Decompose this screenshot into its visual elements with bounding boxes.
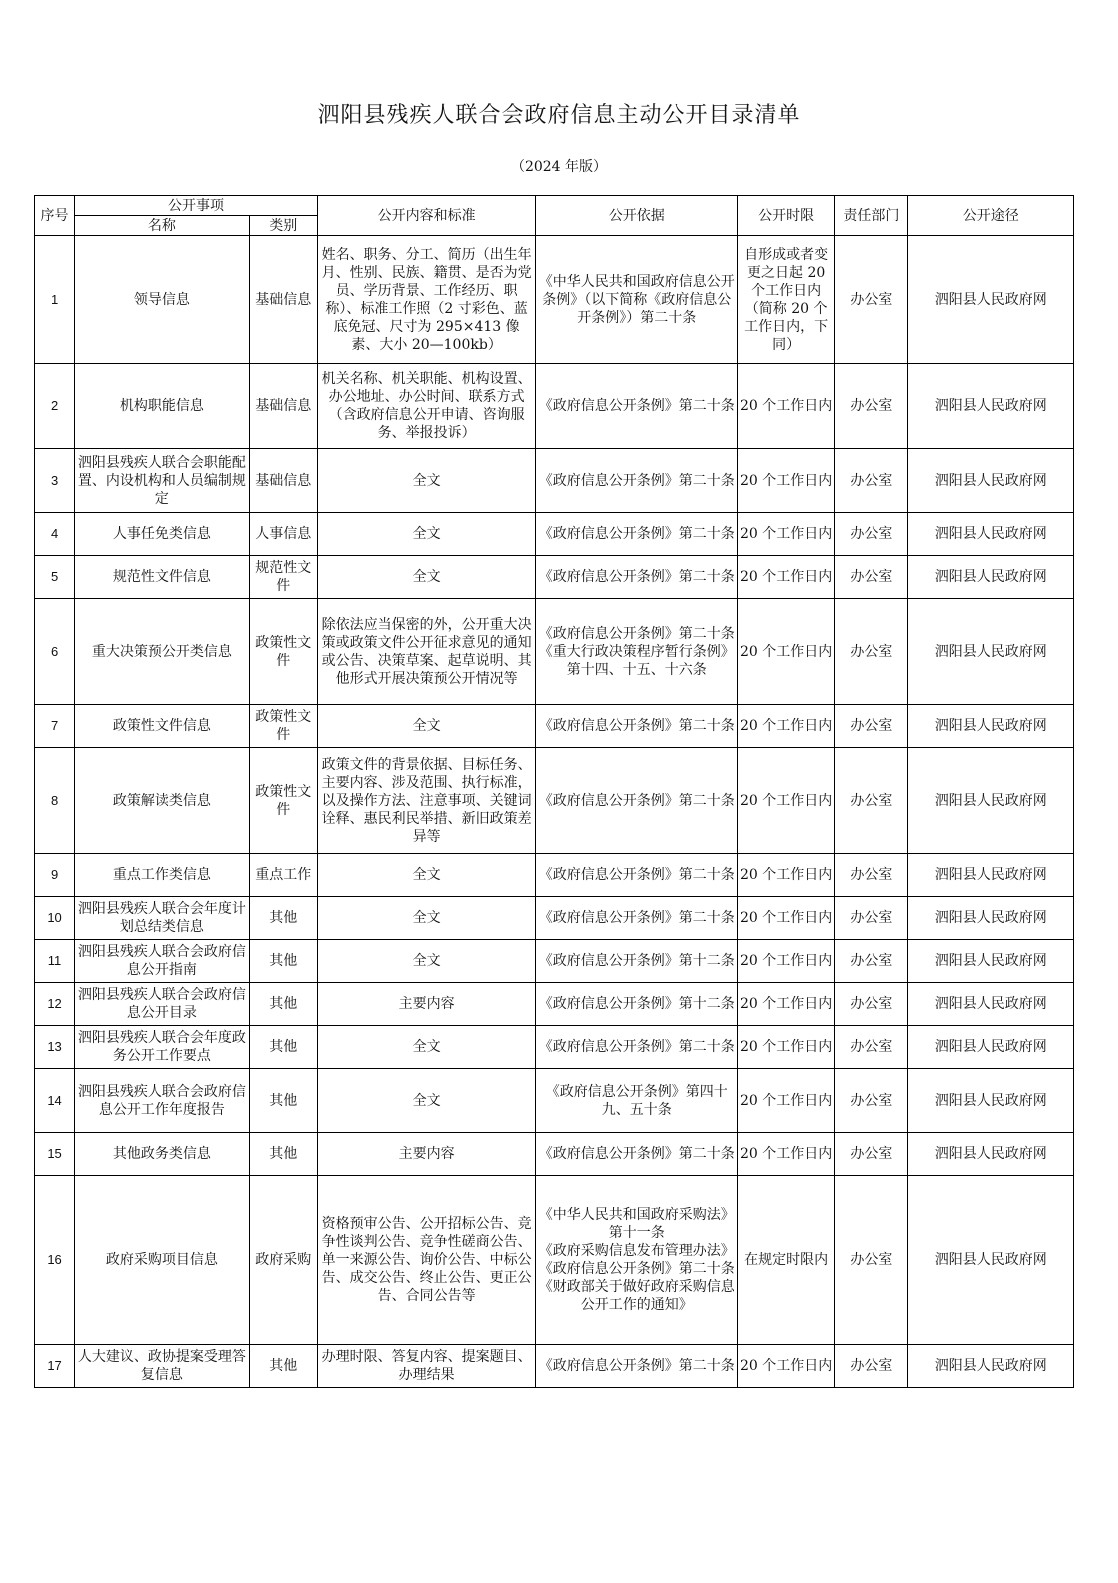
cell-category: 政策性文件 [249, 599, 317, 705]
cell-name: 泗阳县残疾人联合会政府信息公开目录 [75, 983, 250, 1026]
cell-no: 15 [35, 1133, 75, 1176]
cell-basis: 《政府信息公开条例》第二十条 [536, 556, 738, 599]
cell-name: 政策解读类信息 [75, 748, 250, 854]
cell-basis: 《政府信息公开条例》第二十条 [536, 705, 738, 748]
cell-basis: 《中华人民共和国政府采购法》第十一条 《政府采购信息发布管理办法》 《政府信息公开条例》第二十条 《财政部关于做好政府采购信息公开工作的通知》 [536, 1176, 738, 1345]
header-time: 公开时限 [738, 196, 835, 236]
cell-no: 13 [35, 1026, 75, 1069]
cell-dept: 办公室 [835, 940, 908, 983]
table-row [35, 449, 1074, 513]
cell-dept: 办公室 [835, 449, 908, 513]
cell-content: 全文 [317, 556, 536, 599]
table-row [35, 1176, 1074, 1345]
cell-category: 基础信息 [249, 236, 317, 364]
cell-dept: 办公室 [835, 854, 908, 897]
cell-name: 泗阳县残疾人联合会政府信息公开指南 [75, 940, 250, 983]
cell-basis: 《政府信息公开条例》第二十条 [536, 1345, 738, 1388]
cell-name: 人事任免类信息 [75, 513, 250, 556]
cell-channel: 泗阳县人民政府网 [908, 449, 1074, 513]
cell-basis: 《政府信息公开条例》第二十条 [536, 1026, 738, 1069]
cell-channel: 泗阳县人民政府网 [908, 1133, 1074, 1176]
page-title: 泗阳县残疾人联合会政府信息主动公开目录清单 [317, 103, 801, 128]
cell-channel: 泗阳县人民政府网 [908, 599, 1074, 705]
table-row [35, 854, 1074, 897]
cell-dept: 办公室 [835, 1176, 908, 1345]
cell-content: 全文 [317, 449, 536, 513]
cell-category: 其他 [249, 983, 317, 1026]
cell-no: 3 [35, 449, 75, 513]
cell-content: 主要内容 [317, 983, 536, 1026]
header-dept: 责任部门 [835, 196, 908, 236]
cell-no: 8 [35, 748, 75, 854]
cell-content: 全文 [317, 940, 536, 983]
cell-time: 20 个工作日内 [738, 854, 835, 897]
cell-category: 政府采购 [249, 1176, 317, 1345]
table-row [35, 236, 1074, 364]
cell-content: 全文 [317, 1026, 536, 1069]
cell-basis: 《政府信息公开条例》第二十条 [536, 897, 738, 940]
cell-no: 7 [35, 705, 75, 748]
cell-time: 20 个工作日内 [738, 599, 835, 705]
cell-dept: 办公室 [835, 705, 908, 748]
cell-name: 机构职能信息 [75, 364, 250, 449]
cell-no: 10 [35, 897, 75, 940]
table-row [35, 1069, 1074, 1133]
cell-category: 人事信息 [249, 513, 317, 556]
cell-content: 全文 [317, 854, 536, 897]
cell-name: 领导信息 [75, 236, 250, 364]
cell-no: 16 [35, 1176, 75, 1345]
cell-time: 20 个工作日内 [738, 556, 835, 599]
cell-name: 泗阳县残疾人联合会职能配置、内设机构和人员编制规定 [75, 449, 250, 513]
cell-category: 其他 [249, 940, 317, 983]
cell-category: 其他 [249, 1345, 317, 1388]
cell-time: 自形成或者变更之日起 20 个工作日内（简称 20 个工作日内，下同） [738, 236, 835, 364]
cell-dept: 办公室 [835, 748, 908, 854]
cell-content: 主要内容 [317, 1133, 536, 1176]
header-item-group: 公开事项 [75, 196, 318, 216]
cell-category: 其他 [249, 1069, 317, 1133]
table-row [35, 1026, 1074, 1069]
cell-channel: 泗阳县人民政府网 [908, 897, 1074, 940]
cell-dept: 办公室 [835, 236, 908, 364]
cell-time: 20 个工作日内 [738, 748, 835, 854]
cell-dept: 办公室 [835, 1133, 908, 1176]
cell-dept: 办公室 [835, 513, 908, 556]
cell-no: 12 [35, 983, 75, 1026]
cell-category: 其他 [249, 1026, 317, 1069]
cell-basis: 《政府信息公开条例》第十二条 [536, 983, 738, 1026]
cell-no: 4 [35, 513, 75, 556]
cell-content: 办理时限、答复内容、提案题目、办理结果 [317, 1345, 536, 1388]
cell-content: 除依法应当保密的外，公开重大决策或政策文件公开征求意见的通知或公告、决策草案、起草说明、其他形式开展决策预公开情况等 [317, 599, 536, 705]
cell-channel: 泗阳县人民政府网 [908, 236, 1074, 364]
cell-time: 20 个工作日内 [738, 897, 835, 940]
cell-channel: 泗阳县人民政府网 [908, 1176, 1074, 1345]
cell-dept: 办公室 [835, 364, 908, 449]
header-basis: 公开依据 [536, 196, 738, 236]
cell-category: 基础信息 [249, 364, 317, 449]
cell-time: 20 个工作日内 [738, 449, 835, 513]
cell-category: 基础信息 [249, 449, 317, 513]
table-row [35, 748, 1074, 854]
cell-content: 政策文件的背景依据、目标任务、主要内容、涉及范围、执行标准，以及操作方法、注意事项、关键词诠释、惠民利民举措、新旧政策差异等 [317, 748, 536, 854]
cell-time: 20 个工作日内 [738, 1133, 835, 1176]
disclosure-catalog-table [34, 195, 1074, 1388]
cell-dept: 办公室 [835, 897, 908, 940]
cell-name: 政府采购项目信息 [75, 1176, 250, 1345]
cell-channel: 泗阳县人民政府网 [908, 364, 1074, 449]
cell-no: 5 [35, 556, 75, 599]
cell-name: 其他政务类信息 [75, 1133, 250, 1176]
cell-name: 人大建议、政协提案受理答复信息 [75, 1345, 250, 1388]
cell-channel: 泗阳县人民政府网 [908, 1345, 1074, 1388]
header-name: 名称 [75, 216, 250, 236]
cell-no: 14 [35, 1069, 75, 1133]
table-row [35, 599, 1074, 705]
cell-name: 重大决策预公开类信息 [75, 599, 250, 705]
cell-basis: 《政府信息公开条例》第二十条 [536, 513, 738, 556]
cell-channel: 泗阳县人民政府网 [908, 748, 1074, 854]
table-row [35, 364, 1074, 449]
cell-no: 17 [35, 1345, 75, 1388]
cell-no: 1 [35, 236, 75, 364]
cell-dept: 办公室 [835, 1026, 908, 1069]
cell-basis: 《政府信息公开条例》第二十条 [536, 854, 738, 897]
cell-dept: 办公室 [835, 556, 908, 599]
cell-basis: 《政府信息公开条例》第二十条 [536, 1133, 738, 1176]
table-body [35, 236, 1074, 1388]
cell-basis: 《政府信息公开条例》第二十条 [536, 449, 738, 513]
cell-channel: 泗阳县人民政府网 [908, 1026, 1074, 1069]
cell-category: 政策性文件 [249, 748, 317, 854]
cell-basis: 《中华人民共和国政府信息公开条例》（以下简称《政府信息公开条例》）第二十条 [536, 236, 738, 364]
cell-category: 规范性文件 [249, 556, 317, 599]
cell-name: 泗阳县残疾人联合会年度政务公开工作要点 [75, 1026, 250, 1069]
cell-no: 6 [35, 599, 75, 705]
cell-content: 姓名、职务、分工、简历（出生年月、性别、民族、籍贯、是否为党员、学历背景、工作经历、职称）、标准工作照（2 寸彩色、蓝底免冠、尺寸为 295×413 像素、大小 20—100kb） [317, 236, 536, 364]
cell-content: 全文 [317, 1069, 536, 1133]
cell-content: 机关名称、机关职能、机构设置、办公地址、办公时间、联系方式（含政府信息公开申请、咨询服务、举报投诉） [317, 364, 536, 449]
table-row [35, 940, 1074, 983]
header-content: 公开内容和标准 [317, 196, 536, 236]
cell-dept: 办公室 [835, 1069, 908, 1133]
table-row [35, 1345, 1074, 1388]
cell-time: 20 个工作日内 [738, 940, 835, 983]
cell-no: 2 [35, 364, 75, 449]
cell-category: 重点工作 [249, 854, 317, 897]
cell-channel: 泗阳县人民政府网 [908, 940, 1074, 983]
cell-channel: 泗阳县人民政府网 [908, 854, 1074, 897]
cell-channel: 泗阳县人民政府网 [908, 705, 1074, 748]
cell-time: 20 个工作日内 [738, 1026, 835, 1069]
cell-time: 20 个工作日内 [738, 983, 835, 1026]
cell-time: 20 个工作日内 [738, 513, 835, 556]
cell-content: 全文 [317, 705, 536, 748]
cell-no: 9 [35, 854, 75, 897]
cell-name: 重点工作类信息 [75, 854, 250, 897]
cell-name: 泗阳县残疾人联合会年度计划总结类信息 [75, 897, 250, 940]
cell-channel: 泗阳县人民政府网 [908, 1069, 1074, 1133]
table-row [35, 983, 1074, 1026]
cell-dept: 办公室 [835, 1345, 908, 1388]
table-row [35, 556, 1074, 599]
cell-time: 20 个工作日内 [738, 1069, 835, 1133]
cell-category: 政策性文件 [249, 705, 317, 748]
cell-channel: 泗阳县人民政府网 [908, 513, 1074, 556]
cell-dept: 办公室 [835, 599, 908, 705]
header-no: 序号 [35, 196, 75, 236]
cell-content: 资格预审公告、公开招标公告、竞争性谈判公告、竞争性磋商公告、单一来源公告、询价公告、中标公告、成交公告、终止公告、更正公告、合同公告等 [317, 1176, 536, 1345]
cell-content: 全文 [317, 897, 536, 940]
cell-basis: 《政府信息公开条例》第十二条 [536, 940, 738, 983]
table-row [35, 897, 1074, 940]
cell-basis: 《政府信息公开条例》第二十条 [536, 748, 738, 854]
cell-time: 在规定时限内 [738, 1176, 835, 1345]
cell-category: 其他 [249, 897, 317, 940]
page-subtitle: （2024 年版） [510, 159, 608, 175]
header-channel: 公开途径 [908, 196, 1074, 236]
cell-basis: 《政府信息公开条例》第四十九、五十条 [536, 1069, 738, 1133]
table-row [35, 513, 1074, 556]
cell-channel: 泗阳县人民政府网 [908, 556, 1074, 599]
cell-time: 20 个工作日内 [738, 705, 835, 748]
cell-time: 20 个工作日内 [738, 1345, 835, 1388]
cell-basis: 《政府信息公开条例》第二十条 《重大行政决策程序暂行条例》第十四、十五、十六条 [536, 599, 738, 705]
cell-basis: 《政府信息公开条例》第二十条 [536, 364, 738, 449]
header-category: 类别 [249, 216, 317, 236]
cell-name: 规范性文件信息 [75, 556, 250, 599]
cell-category: 其他 [249, 1133, 317, 1176]
cell-channel: 泗阳县人民政府网 [908, 983, 1074, 1026]
cell-content: 全文 [317, 513, 536, 556]
cell-name: 泗阳县残疾人联合会政府信息公开工作年度报告 [75, 1069, 250, 1133]
table-row [35, 705, 1074, 748]
cell-no: 11 [35, 940, 75, 983]
cell-time: 20 个工作日内 [738, 364, 835, 449]
table-row [35, 1133, 1074, 1176]
cell-dept: 办公室 [835, 983, 908, 1026]
cell-name: 政策性文件信息 [75, 705, 250, 748]
